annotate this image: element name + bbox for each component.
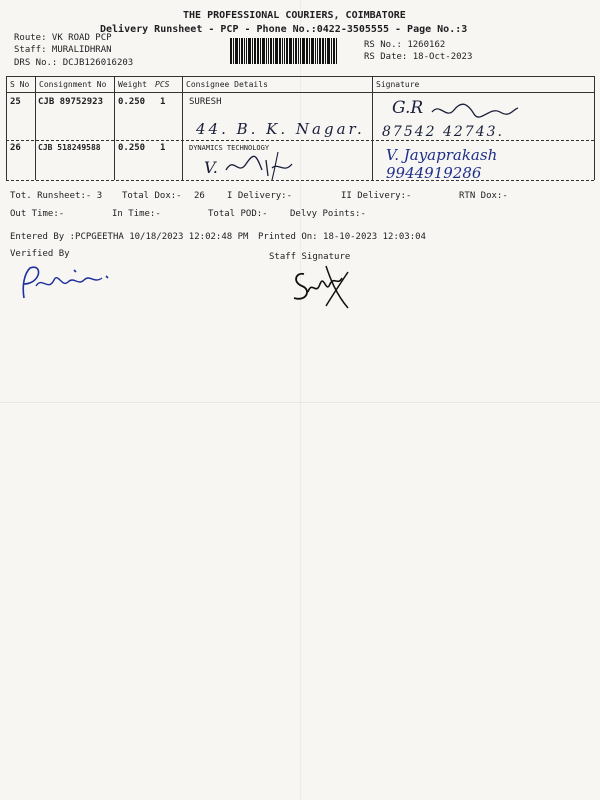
col-header-signature: Signature [376,80,420,89]
row-sno: 26 [10,143,21,153]
handwritten-signature: G.R [392,98,424,118]
delvy-points-label: Delvy Points:- [290,209,366,219]
total-pod-label: Total POD:- [208,209,268,219]
row-weight: 0.250 [118,97,146,107]
verified-by-label: Verified By [10,249,70,259]
row-weight: 0.250 [118,143,146,153]
staff-label: Staff: MURALIDHRAN [14,45,112,55]
rs-number: RS No.: 1260162 [364,40,446,50]
table-header-border [6,92,594,93]
handwritten-phone: 9944919286 [386,164,482,182]
verified-signature-icon [14,262,124,306]
col-header-consignee: Consignee Details [186,80,268,89]
i-delivery-label: I Delivery:- [227,191,293,201]
table-column-line [594,76,595,180]
drs-number: DRS No.: DCJB126016203 [14,58,134,68]
table-column-line [35,76,36,180]
company-name: THE PROFESSIONAL COURIERS, COIMBATORE [183,10,406,21]
tot-runsheet: Tot. Runsheet:- 3 [10,191,103,201]
signature-scribble-icon [222,150,302,182]
row-consignment-no: CJB 518249588 [38,143,101,152]
handwritten-consignee-sign: V. [204,158,218,177]
entered-by: Entered By :PCPGEETHA 10/18/2023 12:02:48 PM [10,232,249,242]
row-divider [6,140,594,141]
ii-delivery-label: II Delivery:- [341,191,412,201]
row-consignment-no: CJB 89752923 [38,97,104,107]
total-dox-label: Total Dox:- [122,191,182,201]
handwritten-phone: 87542 42743. [382,124,504,140]
col-header-weight: Weight [118,80,147,89]
signature-scribble-icon [430,100,520,122]
col-header-sno: S No [10,80,30,89]
staff-signature-icon [286,262,356,312]
barcode-image [230,38,358,64]
table-column-line [182,76,183,180]
printed-on: Printed On: 18-10-2023 12:03:04 [258,232,426,242]
out-time-label: Out Time:- [10,209,65,219]
handwritten-address: 44. B. K. Nagar. [196,120,365,138]
in-time-label: In Time:- [112,209,161,219]
row-pcs: 1 [160,143,166,153]
row-sno: 25 [10,97,21,107]
total-dox-value: 26 [194,191,205,201]
col-header-pcs: PCS [155,80,170,89]
runsheet-subtitle: Delivery Runsheet - PCP - Phone No.:0422-3505555 - Page No.:3 [100,24,468,35]
row-consignee-name: DYNAMICS TECHNOLOGY [189,144,270,152]
row-pcs: 1 [160,97,166,107]
table-column-line [372,76,373,180]
staff-signature-label: Staff Signature [269,252,351,262]
row-consignee-name: SURESH [189,97,222,107]
col-header-consignment: Consignment No [39,80,107,89]
rs-date: RS Date: 18-Oct-2023 [364,52,473,62]
rtn-dox-label: RTN Dox:- [459,191,508,201]
table-column-line [6,76,7,180]
handwritten-signature: V. Jayaprakash [386,146,498,164]
route-label: Route: VK ROAD PCP [14,33,112,43]
table-column-line [114,76,115,180]
table-top-border [6,76,594,77]
